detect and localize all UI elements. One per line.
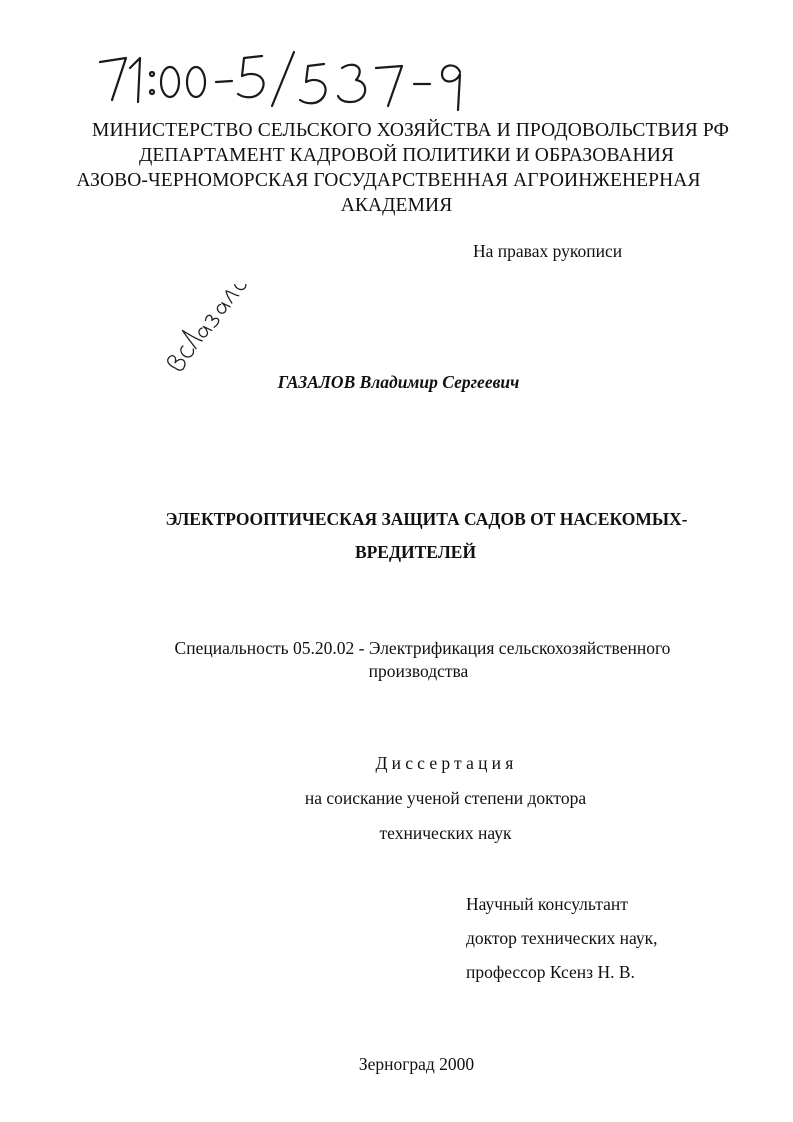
archive-number-drawing — [96, 44, 476, 114]
specialty-line-2: производства — [368, 661, 469, 681]
institution-header — [0, 118, 793, 218]
consultant-degree: доктор технических наук, — [466, 928, 658, 948]
degree-field: технических наук — [379, 823, 512, 843]
author-name — [0, 372, 793, 393]
city-year — [0, 1054, 793, 1075]
academy-name-continued: АКАДЕМИЯ — [340, 195, 453, 216]
signature-drawing — [150, 284, 250, 379]
dissertation-label: Диссертация — [375, 753, 518, 773]
title-line-1: ЭЛЕКТРООПТИЧЕСКАЯ ЗАЩИТА САДОВ ОТ НАСЕКОМЫХ- — [165, 509, 688, 529]
academy-name: АЗОВО-ЧЕРНОМОРСКАЯ ГОСУДАРСТВЕННАЯ АГРОИНЖЕНЕРНАЯ — [76, 170, 701, 191]
consultant-label: Научный консультант — [466, 894, 628, 914]
ministry-name: МИНИСТЕРСТВО СЕЛЬСКОГО ХОЗЯЙСТВА И ПРОДОВОЛЬСТВИЯ РФ — [92, 120, 729, 141]
handwritten-archive-number — [96, 44, 476, 114]
specialty-line-1: Специальность 05.20.02 - Электрификация сельскохозяйственного — [174, 638, 671, 658]
scientific-consultant — [466, 887, 658, 989]
specialty — [0, 637, 793, 683]
author-signature — [150, 284, 250, 379]
department-name: ДЕПАРТАМЕНТ КАДРОВОЙ ПОЛИТИКИ И ОБРАЗОВАНИЯ — [138, 145, 675, 166]
title-line-2: ВРЕДИТЕЛЕЙ — [354, 542, 477, 562]
rights-note: На правах рукописи — [473, 241, 623, 261]
author-name-text: ГАЗАЛОВ Владимир Сергеевич — [277, 372, 520, 392]
degree-statement — [0, 746, 793, 851]
degree-line: на соискание ученой степени доктора — [304, 788, 587, 808]
city-year-text: Зерноград 2000 — [358, 1054, 475, 1074]
dissertation-title — [0, 503, 793, 569]
consultant-name: профессор Ксенз Н. В. — [466, 962, 635, 982]
